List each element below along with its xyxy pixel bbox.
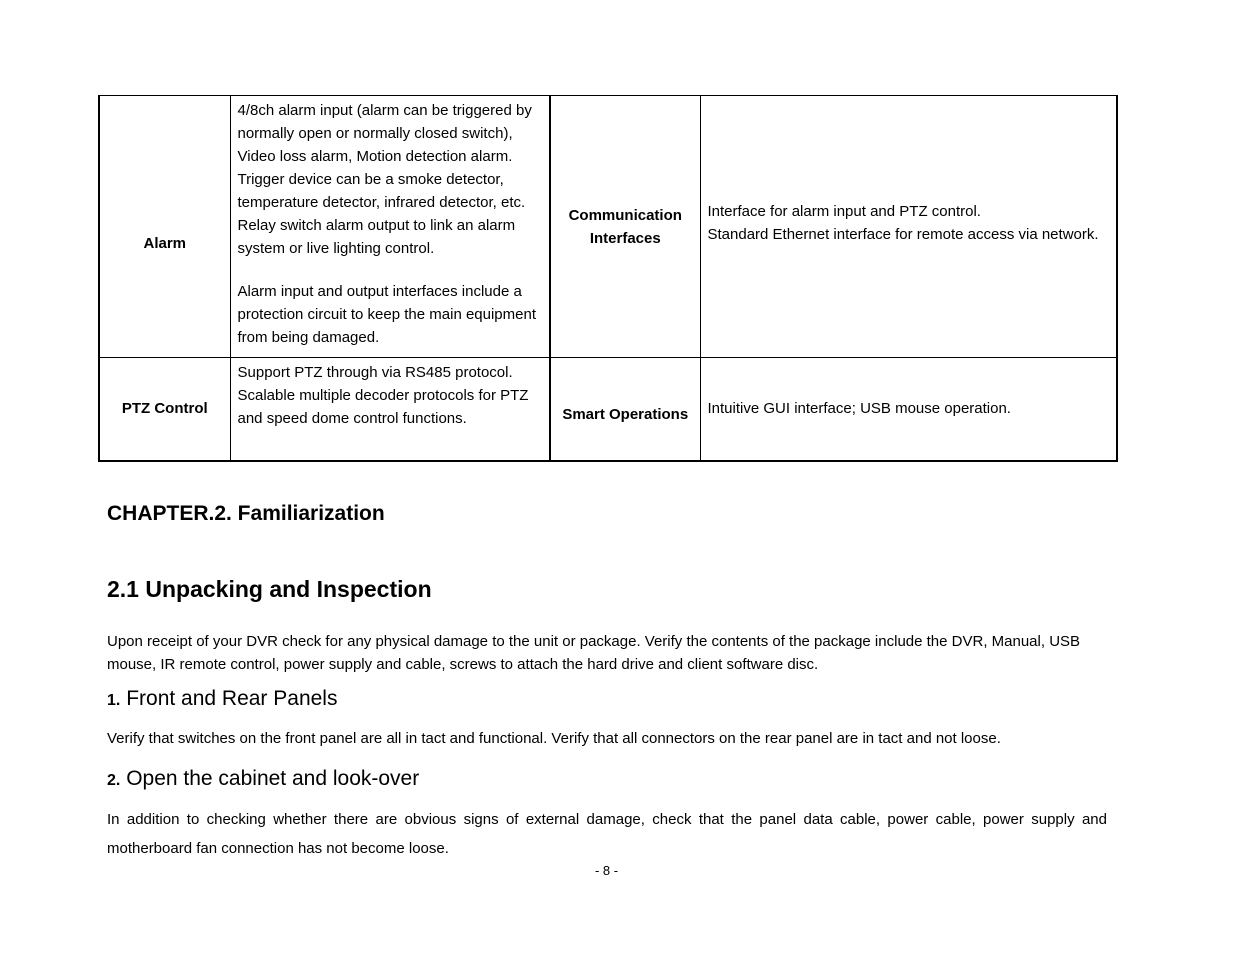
- subheading-front-rear: [107, 685, 337, 715]
- ptz-desc-cell: [230, 358, 550, 461]
- subheading-open-cabinet: [107, 765, 419, 795]
- ptz-desc-line: Support PTZ through via RS485 protocol.: [237, 364, 513, 381]
- communication-desc-line: Standard Ethernet interface for remote access via network.: [707, 225, 1099, 243]
- chapter-title: CHAPTER.2. Familiarization: [107, 502, 385, 525]
- table-row-ptz: [99, 358, 1117, 461]
- intro-paragraph: [107, 630, 1107, 676]
- communication-label-cell: [550, 96, 700, 358]
- communication-desc-line: Interface for alarm input and PTZ control.: [707, 202, 981, 220]
- intro-line: mouse, IR remote control, power supply and cable, screws to attach the hard drive and client software disc.: [107, 656, 819, 673]
- subheading-text: Open the cabinet and look-over: [126, 767, 420, 790]
- table-row-alarm: [99, 96, 1117, 358]
- alarm-desc-line: Trigger device can be a smoke detector,: [237, 171, 504, 188]
- alarm-desc-line: temperature detector, infrared detector, etc.: [237, 194, 526, 211]
- front-rear-paragraph: Verify that switches on the front panel are all in tact and functional. Verify that all connectors on the rear panel are in tact and not loose.: [107, 730, 1001, 747]
- section-title: 2.1 Unpacking and Inspection: [107, 576, 432, 602]
- alarm-desc-line: 4/8ch alarm input (alarm can be triggered by: [237, 102, 532, 119]
- ptz-label-cell: [99, 358, 230, 461]
- alarm-desc-line: Video loss alarm, Motion detection alarm.: [237, 148, 513, 165]
- ptz-label: PTZ Control: [121, 400, 208, 418]
- alarm-desc-para-1: [238, 99, 543, 260]
- alarm-desc-line: protection circuit to keep the main equipment: [237, 306, 536, 323]
- intro-line: Upon receipt of your DVR check for any physical damage to the unit or package. Verify the contents of the package include the DVR, Manual, USB: [107, 633, 1081, 650]
- smart-operations-desc: Intuitive GUI interface; USB mouse operation.: [707, 400, 1011, 418]
- alarm-desc-line: Alarm input and output interfaces include a: [237, 283, 522, 300]
- spec-table: [98, 95, 1118, 462]
- communication-label-line: Communication: [568, 206, 682, 224]
- subheading-text: Front and Rear Panels: [126, 687, 338, 710]
- alarm-label: Alarm: [143, 235, 187, 252]
- alarm-desc-cell: [230, 96, 550, 358]
- alarm-desc-para-2: [238, 280, 543, 349]
- open-cabinet-paragraph: In addition to checking whether there are obvious signs of external damage, check that the panel data cable, power cable, power supply and motherboard fan connection has not become loose.: [107, 811, 1107, 857]
- ptz-desc-line: Scalable multiple decoder protocols for PTZ: [237, 387, 529, 404]
- page-number: - 8 -: [594, 863, 619, 878]
- alarm-label-cell: [99, 96, 230, 358]
- subheading-number: 1.: [107, 692, 121, 709]
- smart-operations-desc-cell: [700, 358, 1117, 461]
- alarm-desc-line: system or live lighting control.: [237, 240, 435, 257]
- communication-label-line: Interfaces: [589, 229, 661, 247]
- subheading-number: 2.: [107, 772, 121, 789]
- alarm-desc-line: normally open or normally closed switch),: [237, 125, 513, 142]
- smart-operations-label-cell: [550, 358, 700, 461]
- ptz-desc-line: and speed dome control functions.: [237, 410, 467, 427]
- smart-operations-label: Smart Operations: [562, 406, 689, 424]
- alarm-desc-line: Relay switch alarm output to link an alarm: [237, 217, 516, 234]
- communication-desc-cell: [700, 96, 1117, 358]
- alarm-desc-line: from being damaged.: [237, 329, 380, 346]
